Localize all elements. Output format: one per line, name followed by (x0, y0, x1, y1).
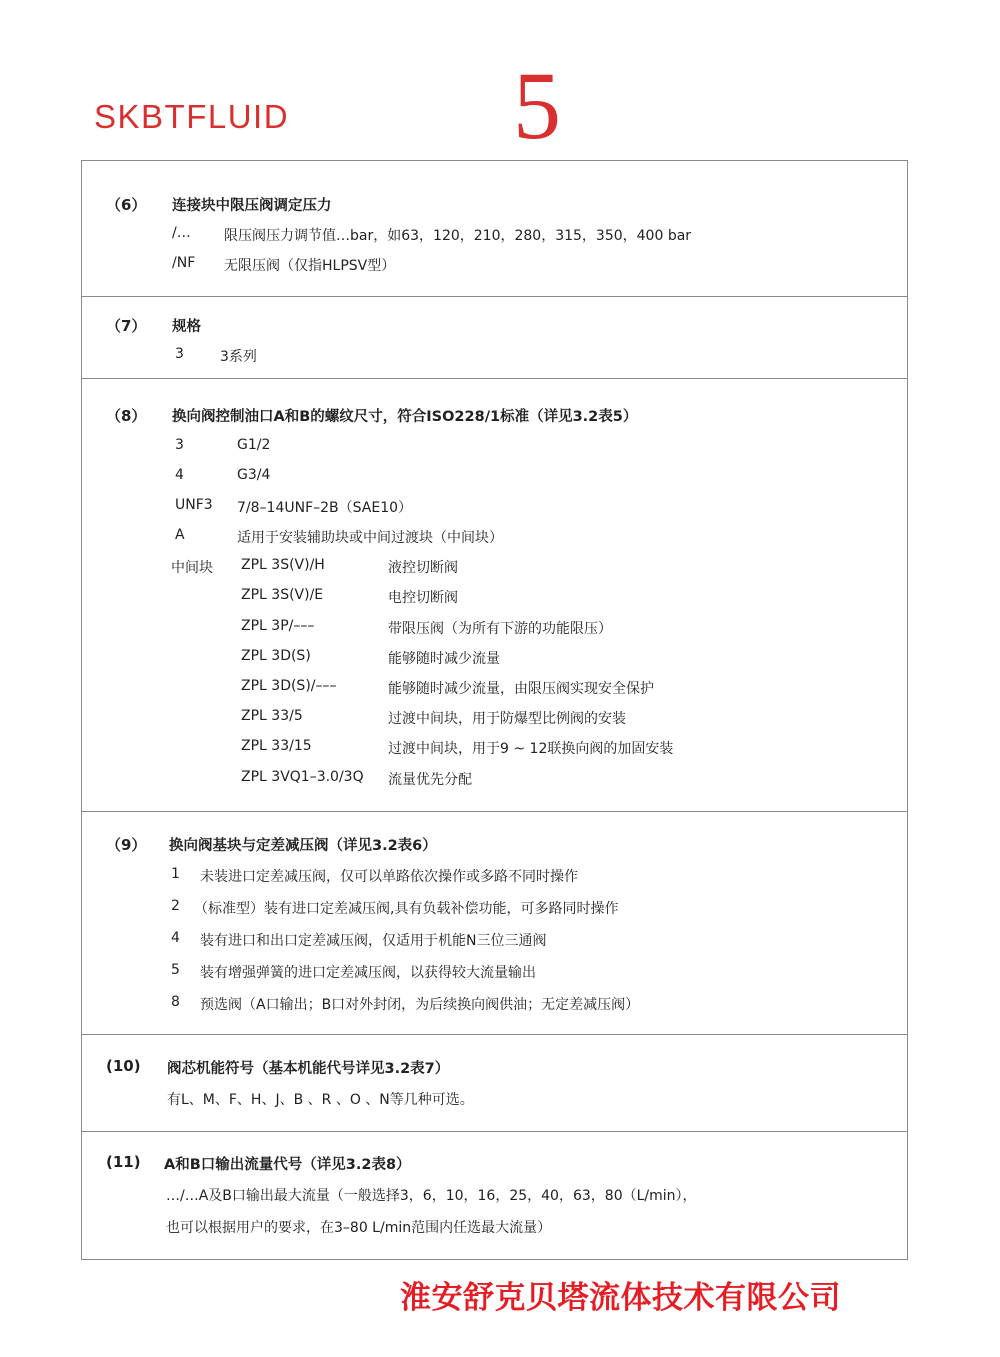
section-divider (82, 1131, 907, 1132)
option-code: 4 (171, 930, 180, 946)
company-name: 淮安舒克贝塔流体技术有限公司 (400, 1280, 841, 1316)
section-number: （6） (106, 196, 147, 214)
block-model: ZPL 3D(S)/––– (241, 678, 337, 694)
option-code: 4 (175, 467, 184, 483)
option-desc: 预选阀（A口输出；B口对外封闭，为后续换向阀供油；无定差减压阀） (200, 997, 640, 1013)
option-code: 8 (171, 994, 180, 1010)
option-code: 5 (171, 962, 180, 978)
section-number: (10) (106, 1057, 141, 1075)
option-code: A (175, 527, 185, 543)
section-divider (82, 378, 907, 379)
block-model: ZPL 3D(S) (241, 648, 311, 664)
block-model: ZPL 3VQ1–3.0/3Q (241, 769, 364, 785)
option-code: /… (172, 225, 191, 241)
section-divider (82, 1034, 907, 1035)
block-model: ZPL 3S(V)/H (241, 557, 325, 573)
section-divider (82, 811, 907, 812)
section-number: （7） (106, 317, 147, 335)
block-desc: 液控切断阀 (388, 560, 458, 576)
option-desc: 限压阀压力调节值…bar，如63，120，210，280，315，350，400 bar (224, 228, 692, 244)
section-text: 也可以根据用户的要求，在3–80 L/min范围内任选最大流量） (166, 1220, 552, 1236)
block-desc: 带限压阀（为所有下游的功能限压） (388, 621, 612, 637)
section-title: 规格 (172, 319, 201, 335)
intermediate-block-label: 中间块 (171, 560, 213, 576)
option-desc: G3/4 (237, 467, 271, 483)
block-desc: 能够随时减少流量 (388, 651, 500, 667)
block-desc: 过渡中间块，用于9 ~ 12联换向阀的加固安装 (388, 741, 674, 757)
block-desc: 电控切断阀 (388, 590, 458, 606)
spec-table (81, 160, 908, 1260)
option-code: 2 (171, 898, 180, 914)
option-code: /NF (172, 255, 196, 271)
option-desc: 装有进口和出口定差减压阀，仅适用于机能N三位三通阀 (200, 933, 547, 949)
block-model: ZPL 3S(V)/E (241, 587, 324, 603)
block-model: ZPL 33/15 (241, 738, 312, 754)
option-desc: 7/8–14UNF–2B（SAE10） (237, 500, 413, 516)
section-number: （9） (106, 836, 147, 854)
block-model: ZPL 3P/––– (241, 618, 315, 634)
brand-logo: SKBTFLUID (94, 98, 290, 135)
section-title: 阀芯机能符号（基本机能代号详见3.2表7） (167, 1061, 450, 1077)
option-code: 1 (171, 866, 180, 882)
block-desc: 过渡中间块，用于防爆型比例阀的安装 (388, 711, 626, 727)
option-desc: G1/2 (237, 437, 271, 453)
page-number: 5 (513, 52, 561, 159)
option-desc: （标准型）装有进口定差减压阀,具有负载补偿功能，可多路同时操作 (194, 901, 619, 917)
option-desc: 无限压阀（仅指HLPSV型） (224, 258, 396, 274)
block-desc: 能够随时减少流量，由限压阀实现安全保护 (388, 681, 654, 697)
option-code: 3 (175, 346, 184, 362)
option-code: UNF3 (175, 497, 213, 513)
block-desc: 流量优先分配 (388, 772, 472, 788)
section-title: 换向阀基块与定差减压阀（详见3.2表6） (169, 838, 437, 854)
section-text: …/…A及B口输出最大流量（一般选择3，6，10，16，25，40，63，80（L/min）， (166, 1188, 697, 1204)
section-title: 连接块中限压阀调定压力 (172, 198, 332, 214)
section-divider (82, 296, 907, 297)
section-title: A和B口输出流量代号（详见3.2表8） (164, 1157, 411, 1173)
section-number: （8） (106, 407, 147, 425)
option-code: 3 (175, 437, 184, 453)
option-desc: 适用于安装辅助块或中间过渡块（中间块） (237, 530, 503, 546)
block-model: ZPL 33/5 (241, 708, 303, 724)
option-desc: 装有增强弹簧的进口定差减压阀，以获得较大流量输出 (200, 965, 536, 981)
section-number: (11) (106, 1153, 141, 1171)
section-text: 有L、M、F、H、J、B 、R 、O 、N等几种可选。 (167, 1092, 474, 1108)
section-title: 换向阀控制油口A和B的螺纹尺寸，符合ISO228/1标准（详见3.2表5） (172, 409, 638, 425)
option-desc: 未装进口定差减压阀，仅可以单路依次操作或多路不同时操作 (200, 869, 578, 885)
option-desc: 3系列 (220, 349, 257, 365)
